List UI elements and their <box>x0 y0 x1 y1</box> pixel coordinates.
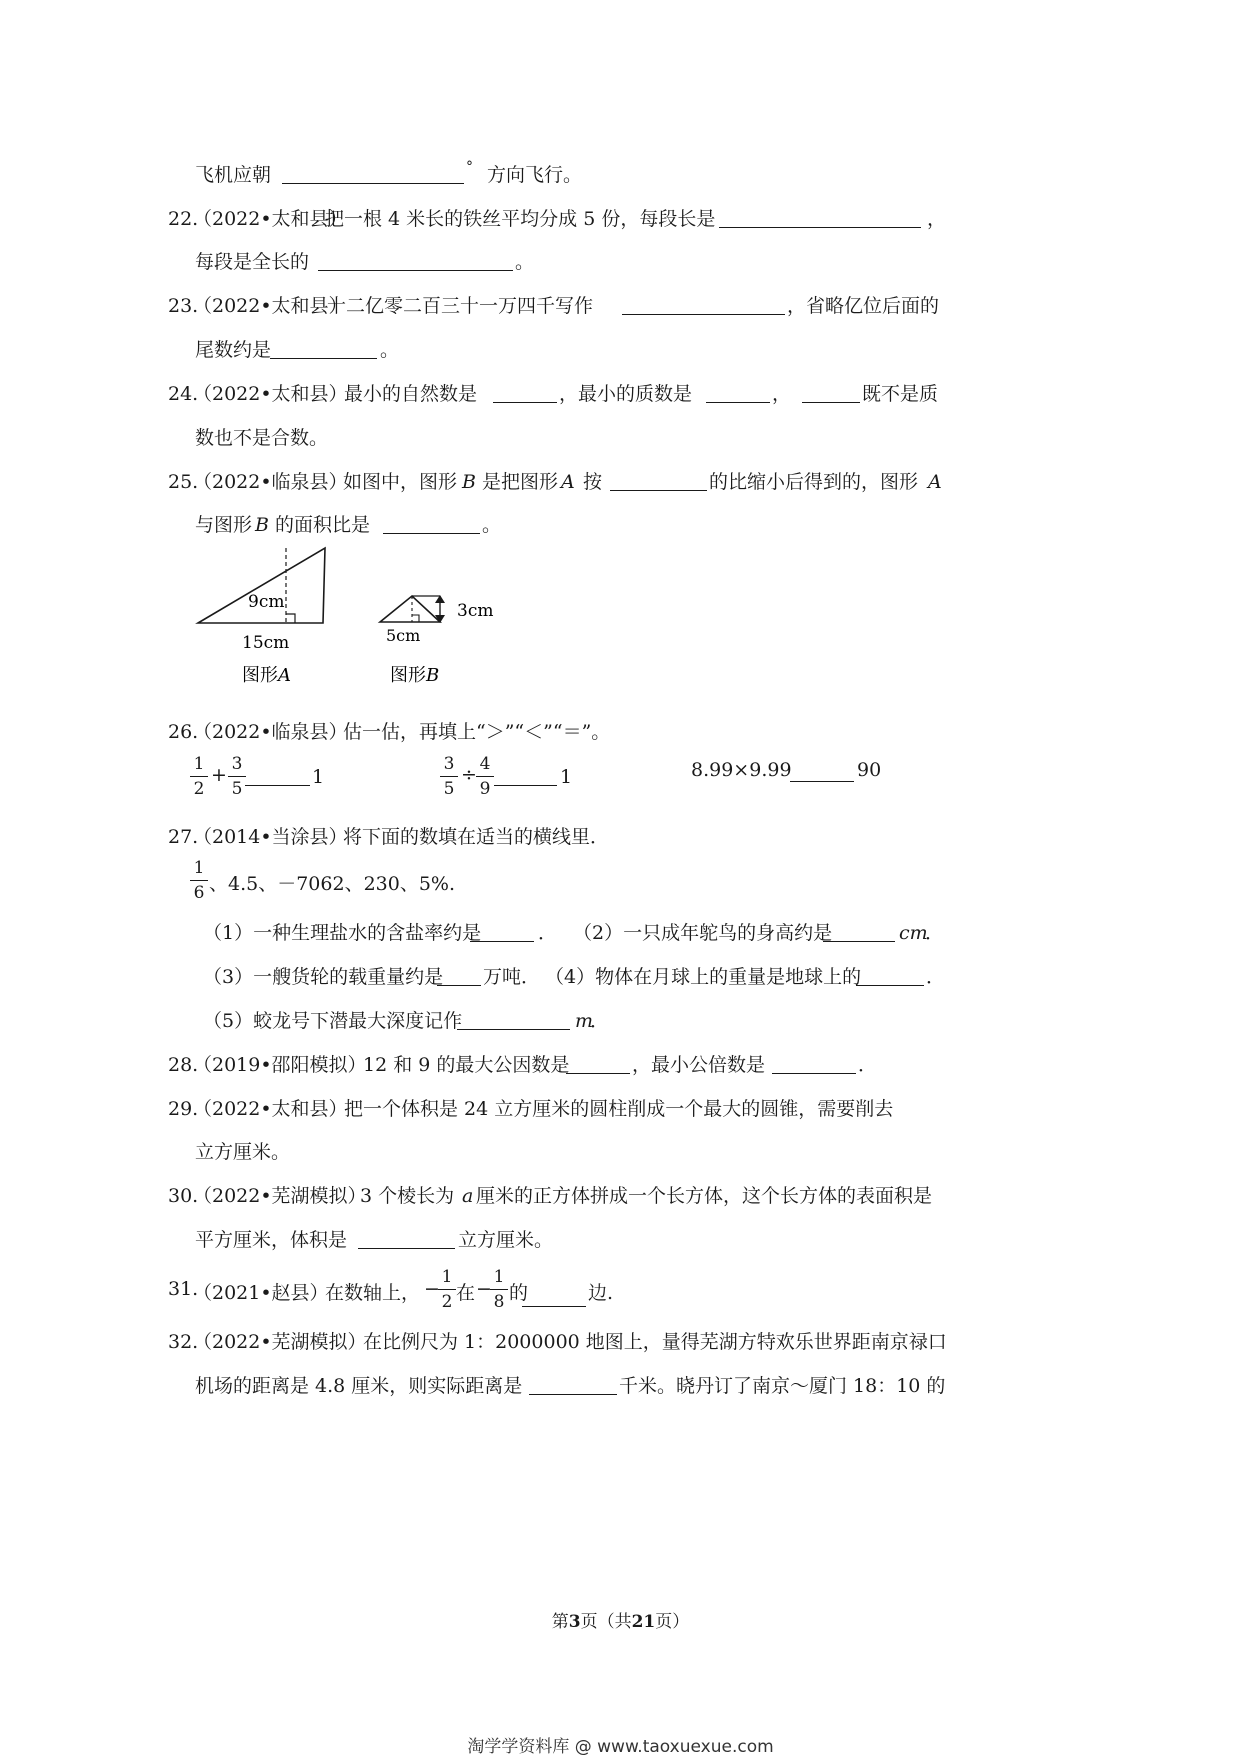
question-number: 29. <box>168 1098 199 1120</box>
punct: ． <box>925 922 945 944</box>
sub-question-text: （4）物体在月球上的重量是地球上的 <box>545 966 862 988</box>
footer-text: 页） <box>655 1612 690 1632</box>
answer-blank[interactable] <box>622 292 785 315</box>
question-number: 24. <box>168 383 199 405</box>
question-25 <box>0 462 1241 502</box>
answer-blank[interactable] <box>494 763 557 786</box>
var-b: B <box>462 471 476 493</box>
sub-question-text: （3）一艘货轮的载重量约是 <box>203 966 444 988</box>
question-text: ，最小公倍数是 <box>632 1054 766 1076</box>
question-text: 机场的距离是 4.8 厘米，则实际距离是 <box>195 1375 523 1397</box>
question-number: 22. <box>168 208 199 230</box>
sub-question-text: （1）一种生理盐水的含盐率约是 <box>203 922 482 944</box>
question-source: （2022•太和县） <box>193 1098 348 1120</box>
sub-question-text: 万吨． <box>483 966 541 988</box>
degree-sign: ° <box>466 159 473 175</box>
expression: 8.99×9.99 <box>691 759 792 781</box>
var-a: A <box>928 471 942 493</box>
page-total: 21 <box>631 1612 656 1632</box>
question-22-line2 <box>0 242 1241 282</box>
question-source: （2022•临泉县） <box>193 721 348 743</box>
question-31 <box>0 1266 1241 1316</box>
question-text: 在数轴上， <box>325 1282 421 1304</box>
unit: m <box>575 1010 594 1032</box>
question-25-line2 <box>0 505 1241 545</box>
q21-continuation <box>0 155 1241 195</box>
question-number: 31. <box>168 1278 199 1300</box>
question-text: 立方厘米。 <box>458 1229 554 1251</box>
question-source: （2022•临泉县） <box>193 471 348 493</box>
triangle-b <box>380 596 440 622</box>
q21-text: 飞机应朝 <box>195 164 272 186</box>
question-number: 23. <box>168 295 199 317</box>
question-29 <box>0 1089 1241 1129</box>
answer-blank[interactable] <box>437 963 481 986</box>
answer-blank[interactable] <box>802 380 860 403</box>
question-text: ，最小的质数是 <box>559 383 693 405</box>
q27-sub-5 <box>0 1001 1241 1041</box>
answer-blank[interactable] <box>270 336 377 359</box>
question-source: （2019•邵阳模拟） <box>193 1054 367 1076</box>
question-source: （2014•当涂县） <box>193 826 348 848</box>
page-footer <box>0 1607 1241 1632</box>
fraction: 3 5 <box>228 753 246 800</box>
fraction: 4 9 <box>476 753 494 800</box>
question-text: 平方厘米，体积是 <box>195 1229 348 1251</box>
answer-blank[interactable] <box>522 1284 586 1307</box>
var-b: B <box>255 514 269 536</box>
operator: + <box>211 764 227 786</box>
q27-sub-3-4 <box>0 957 1241 997</box>
question-30 <box>0 1176 1241 1216</box>
question-source: （2022•芜湖模拟） <box>193 1331 367 1353</box>
question-text: 是把图形 <box>482 471 559 493</box>
right-angle-b <box>412 615 419 622</box>
question-text: 如图中，图形 <box>343 471 458 493</box>
question-28 <box>0 1045 1241 1085</box>
question-text: 把一根 4 米长的铁丝平均分成 5 份，每段长是 <box>325 208 716 230</box>
punct: 。 <box>482 514 502 536</box>
punct: ． <box>926 966 946 988</box>
answer-blank[interactable] <box>823 919 895 942</box>
caption-a: 图形A <box>242 665 291 686</box>
rhs-value: 1 <box>560 766 573 788</box>
sub-question-text: （5）蛟龙号下潜最大深度记作 <box>203 1010 463 1032</box>
question-27 <box>0 817 1241 857</box>
question-text: 与图形 <box>195 514 253 536</box>
punct: 。 <box>515 251 535 273</box>
answer-blank[interactable] <box>457 1007 570 1030</box>
question-text: 估一估，再填上“＞”“＜”“＝”。 <box>343 721 611 743</box>
question-text: 12 和 9 的最大公因数是 <box>363 1054 570 1076</box>
answer-blank[interactable] <box>719 205 921 228</box>
question-number: 30. <box>168 1185 199 1207</box>
question-number: 32. <box>168 1331 199 1353</box>
var-a: A <box>561 471 575 493</box>
q26-items <box>0 753 1241 803</box>
question-text: 既不是质 <box>862 383 939 405</box>
question-text: 按 <box>583 471 603 493</box>
punct: ． <box>590 1010 610 1032</box>
question-source: （2021•赵县） <box>193 1282 329 1304</box>
footer-text: 页（共 <box>580 1612 632 1632</box>
caption-b: 图形B <box>390 665 440 686</box>
answer-blank[interactable] <box>856 963 924 986</box>
rhs-value: 1 <box>312 766 325 788</box>
question-text: 十二亿零二百三十一万四千写作 <box>327 295 594 317</box>
watermark: 淘学学资料库 @ www.taoxuexue.com <box>467 1737 774 1757</box>
fraction: 1 8 <box>490 1266 508 1313</box>
answer-blank[interactable] <box>610 468 707 491</box>
question-text: 尾数约是 <box>195 339 272 361</box>
question-source: （2022•太和县） <box>193 208 348 230</box>
figure-b <box>380 595 493 686</box>
question-text: 每段是全长的 <box>195 251 310 273</box>
fraction: 1 6 <box>190 857 208 904</box>
unit: cm <box>899 922 928 944</box>
question-text: 在比例尺为 1：2000000 地图上，量得芜湖方特欢乐世界距南京禄口 <box>363 1331 947 1353</box>
question-24-line2 <box>0 418 1241 458</box>
sub-question-text: （2）一只成年鸵鸟的身高约是 <box>573 922 833 944</box>
height-label-b: 3cm <box>457 601 494 621</box>
q27-number-list <box>0 857 1241 907</box>
page-number: 3 <box>568 1612 581 1632</box>
question-26 <box>0 712 1241 752</box>
question-text: 的 <box>509 1282 529 1304</box>
operator: ÷ <box>461 764 477 786</box>
right-angle-a <box>286 614 295 623</box>
fraction: 3 5 <box>440 753 458 800</box>
answer-blank[interactable] <box>282 161 464 184</box>
answer-blank[interactable] <box>245 763 310 786</box>
question-text: 最小的自然数是 <box>344 383 478 405</box>
answer-blank[interactable] <box>529 1372 617 1395</box>
question-22 <box>0 199 1241 239</box>
fraction: 1 2 <box>190 753 208 800</box>
figure-a <box>198 548 325 686</box>
q25-figure <box>190 540 510 690</box>
question-23-line2 <box>0 330 1241 370</box>
question-source: （2022•太和县） <box>193 295 348 317</box>
answer-blank[interactable] <box>706 380 770 403</box>
question-number: 26. <box>168 721 199 743</box>
height-label-a: 9cm <box>248 592 285 612</box>
fraction: 1 2 <box>438 1266 456 1313</box>
q21-text-end: 方向飞行。 <box>487 164 583 186</box>
answer-blank[interactable] <box>772 1051 856 1074</box>
question-source: （2022•芜湖模拟） <box>193 1185 367 1207</box>
answer-blank[interactable] <box>566 1051 630 1074</box>
question-text: 立方厘米。 <box>195 1141 291 1163</box>
answer-blank[interactable] <box>318 248 513 271</box>
number-list: 、4.5、－7062、230、5%. <box>209 873 456 895</box>
answer-blank[interactable] <box>383 511 480 534</box>
base-label-a: 15cm <box>242 633 290 653</box>
q27-sub-1-2 <box>0 913 1241 953</box>
question-text: 的比缩小后得到的，图形 <box>709 471 919 493</box>
question-number: 27. <box>168 826 199 848</box>
answer-blank[interactable] <box>493 380 557 403</box>
question-32-line2 <box>0 1366 1241 1406</box>
question-text: 将下面的数填在适当的横线里． <box>343 826 610 848</box>
question-30-line2 <box>0 1220 1241 1260</box>
question-24 <box>0 374 1241 414</box>
question-text: 千米。晓丹订了南京～厦门 18：10 的 <box>619 1375 946 1397</box>
answer-blank[interactable] <box>358 1226 455 1249</box>
var-a: a <box>462 1185 474 1207</box>
footer-text: 第 <box>551 1612 569 1632</box>
minus-sign: − <box>424 1278 440 1300</box>
question-29-line2 <box>0 1132 1241 1172</box>
question-number: 25. <box>168 471 199 493</box>
rhs-value: 90 <box>857 759 882 781</box>
punct: 。 <box>380 339 400 361</box>
base-label-b: 5cm <box>386 626 421 645</box>
minus-sign: − <box>476 1278 492 1300</box>
punct: ． <box>858 1054 878 1076</box>
answer-blank[interactable] <box>470 919 534 942</box>
question-text: 厘米的正方体拼成一个长方体，这个长方体的表面积是 <box>476 1185 933 1207</box>
punct: ， <box>772 383 792 405</box>
question-source: （2022•太和县） <box>193 383 348 405</box>
question-text: 在 <box>456 1282 476 1304</box>
question-text: 把一个体积是 24 立方厘米的圆柱削成一个最大的圆锥，需要削去 <box>344 1098 894 1120</box>
answer-blank[interactable] <box>790 759 854 782</box>
question-32 <box>0 1322 1241 1362</box>
punct: ， <box>927 208 947 230</box>
question-text: 数也不是合数。 <box>195 427 329 449</box>
question-number: 28. <box>168 1054 199 1076</box>
question-text: ，省略亿位后面的 <box>787 295 940 317</box>
question-text: 3 个棱长为 <box>360 1185 455 1207</box>
question-23 <box>0 286 1241 326</box>
punct: ． <box>538 922 558 944</box>
question-text: 的面积比是 <box>275 514 371 536</box>
question-text: 边. <box>588 1282 614 1304</box>
